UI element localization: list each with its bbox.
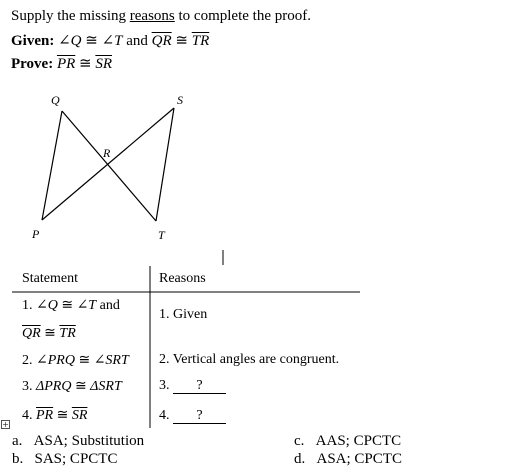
label-t: T xyxy=(158,228,165,242)
choice-d[interactable] xyxy=(294,451,402,468)
row2-angle-srt: ∠SRT xyxy=(93,353,129,368)
prove-label: Prove: xyxy=(11,56,54,72)
row4-seg-sr: $\overline{SR}$ xyxy=(71,408,88,423)
choice-d-text: ASA; CPCTC xyxy=(316,451,402,467)
label-r: R xyxy=(103,146,111,160)
row1-seg-qr: $\overline{QR}$ xyxy=(22,326,41,341)
segment-sp xyxy=(42,108,174,220)
segment-qt xyxy=(62,111,156,221)
row4-reason-blank: ? xyxy=(173,409,226,424)
row3-reason xyxy=(159,378,226,394)
segment-st xyxy=(156,108,174,221)
row3-tri-prq: ΔPRQ xyxy=(36,379,72,394)
row3-reason-blank: ? xyxy=(173,379,226,394)
label-s: S xyxy=(177,93,183,107)
col-header-reasons: Reasons xyxy=(159,271,206,286)
choice-a[interactable] xyxy=(12,433,144,450)
given-cong-1: ≅ xyxy=(85,33,98,49)
choice-b[interactable] xyxy=(12,451,117,468)
row4-reason-num: 4. xyxy=(159,408,170,423)
row4-reason xyxy=(159,408,226,424)
row4-num: 4. xyxy=(22,408,33,423)
prove-seg-pr: $\overline{PR}$ xyxy=(56,56,76,72)
col-header-statement: Statement xyxy=(22,271,78,286)
row4-seg-pr: $\overline{PR}$ xyxy=(36,408,54,423)
instruction-visible: Supply the missing reasons to complete the proof. xyxy=(11,8,311,24)
row1-angle-t: ∠T xyxy=(76,298,97,313)
choice-c-text: AAS; CPCTC xyxy=(315,433,402,449)
row2-num: 2. xyxy=(22,353,33,368)
row1-and: and xyxy=(99,298,120,313)
row4-cong: ≅ xyxy=(56,408,69,423)
given-seg-qr: $\overline{QR}$ xyxy=(151,33,172,49)
row1-num: 1. xyxy=(22,298,33,313)
segment-qp xyxy=(42,111,62,220)
label-q: Q xyxy=(51,93,60,107)
row1-cong-2: ≅ xyxy=(44,326,56,341)
instruction-emphasis: reasons xyxy=(129,8,175,24)
choice-d-letter: d. xyxy=(294,451,306,467)
given-angle-q: ∠Q xyxy=(58,33,82,49)
row1-statement-line1 xyxy=(22,297,120,314)
row3-tri-srt: ΔSRT xyxy=(90,379,122,394)
label-p: P xyxy=(32,227,40,241)
choice-b-letter: b. xyxy=(12,451,24,467)
given-seg-tr: $\overline{TR}$ xyxy=(191,33,210,49)
row3-cong: ≅ xyxy=(74,379,87,394)
row3-statement xyxy=(22,378,122,395)
row2-cong: ≅ xyxy=(78,353,91,368)
row1-angle-q: ∠Q xyxy=(36,298,58,313)
given-cong-2: ≅ xyxy=(175,33,188,49)
prove-seg-sr: $\overline{SR}$ xyxy=(95,56,113,72)
given-label: Given: xyxy=(11,33,55,49)
row1-cong-1: ≅ xyxy=(61,298,74,313)
choice-a-text: ASA; Substitution xyxy=(33,433,145,449)
prove-cong: ≅ xyxy=(79,56,92,72)
move-anchor-icon[interactable]: + xyxy=(2,420,9,429)
choice-c[interactable] xyxy=(294,433,401,450)
choice-b-text: SAS; CPCTC xyxy=(34,451,118,467)
row4-statement xyxy=(22,407,87,424)
row1-statement-line2 xyxy=(22,325,76,342)
choice-c-letter: c. xyxy=(294,433,305,449)
row1-seg-tr: $\overline{TR}$ xyxy=(59,326,76,341)
row1-reason: 1. Given xyxy=(159,307,208,322)
given-angle-t: ∠T xyxy=(101,33,123,49)
row2-reason: 2. Vertical angles are congruent. xyxy=(159,352,340,367)
choice-a-letter: a. xyxy=(12,433,23,449)
row3-reason-num: 3. xyxy=(159,378,170,393)
given-and: and xyxy=(126,33,148,49)
row2-angle-prq: ∠PRQ xyxy=(36,353,75,368)
row3-num: 3. xyxy=(22,379,33,394)
row2-statement xyxy=(22,352,129,369)
